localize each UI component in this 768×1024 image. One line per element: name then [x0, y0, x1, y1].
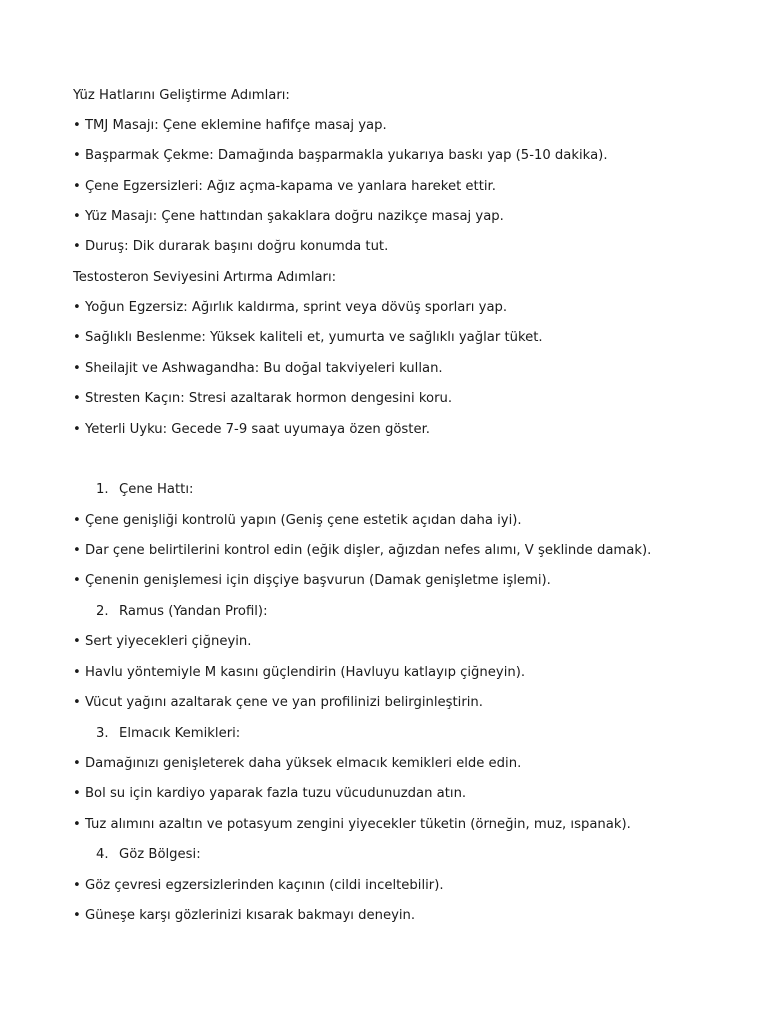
list-number: 2. [96, 604, 109, 619]
list-item: • Yoğun Egzersiz: Ağırlık kaldırma, sprint veya dövüş sporları yap. [73, 300, 508, 315]
list-item: • Stresten Kaçın: Stresi azaltarak hormon dengesini koru. [73, 391, 453, 406]
list-item: • Çene Egzersizleri: Ağız açma-kapama ve yanlara hareket ettir. [73, 179, 496, 194]
list-item: • Damağınızı genişleterek daha yüksek elmacık kemikleri elde edin. [73, 756, 522, 771]
list-item: • Güneşe karşı gözlerinizi kısarak bakmayı deneyin. [73, 908, 416, 923]
list-item: • TMJ Masajı: Çene eklemine hafifçe masaj yap. [73, 118, 387, 133]
section-title: Yüz Hatlarını Geliştirme Adımları: [73, 88, 290, 103]
list-item: • Sheilajit ve Ashwagandha: Bu doğal takviyeleri kullan. [73, 361, 443, 376]
list-item: • Duruş: Dik durarak başını doğru konumda tut. [73, 239, 389, 254]
numbered-heading-text: Ramus (Yandan Profil): [119, 604, 268, 619]
list-item: • Çenenin genişlemesi için dişçiye başvurun (Damak genişletme işlemi). [73, 573, 551, 588]
list-item: • Göz çevresi egzersizlerinden kaçının (cildi inceltebilir). [73, 878, 444, 893]
numbered-heading-text: Çene Hattı: [119, 482, 194, 497]
list-item: • Sağlıklı Beslenme: Yüksek kaliteli et, yumurta ve sağlıklı yağlar tüket. [73, 330, 543, 345]
list-item: • Bol su için kardiyo yaparak fazla tuzu vücudunuzdan atın. [73, 786, 467, 801]
list-number: 3. [96, 726, 109, 741]
list-item: • Yeterli Uyku: Gecede 7-9 saat uyumaya özen göster. [73, 422, 430, 437]
list-item: • Başparmak Çekme: Damağında başparmakla yukarıya baskı yap (5-10 dakika). [73, 148, 608, 163]
list-item: • Yüz Masajı: Çene hattından şakaklara doğru nazikçe masaj yap. [73, 209, 504, 224]
list-number: 4. [96, 847, 109, 862]
list-item: • Dar çene belirtilerini kontrol edin (eğik dişler, ağızdan nefes alımı, V şeklinde damak). [73, 543, 652, 558]
list-item: • Havlu yöntemiyle M kasını güçlendirin (Havluyu katlayıp çiğneyin). [73, 665, 526, 680]
numbered-heading-text: Göz Bölgesi: [119, 847, 201, 862]
list-item: • Tuz alımını azaltın ve potasyum zengini yiyecekler tüketin (örneğin, muz, ıspanak). [73, 817, 631, 832]
section-title: Testosteron Seviyesini Artırma Adımları: [73, 270, 337, 285]
list-item: • Çene genişliği kontrolü yapın (Geniş çene estetik açıdan daha iyi). [73, 513, 522, 528]
list-item: • Sert yiyecekleri çiğneyin. [73, 634, 252, 649]
numbered-heading-text: Elmacık Kemikleri: [119, 726, 241, 741]
list-item: • Vücut yağını azaltarak çene ve yan profilinizi belirginleştirin. [73, 695, 483, 710]
list-number: 1. [96, 482, 109, 497]
